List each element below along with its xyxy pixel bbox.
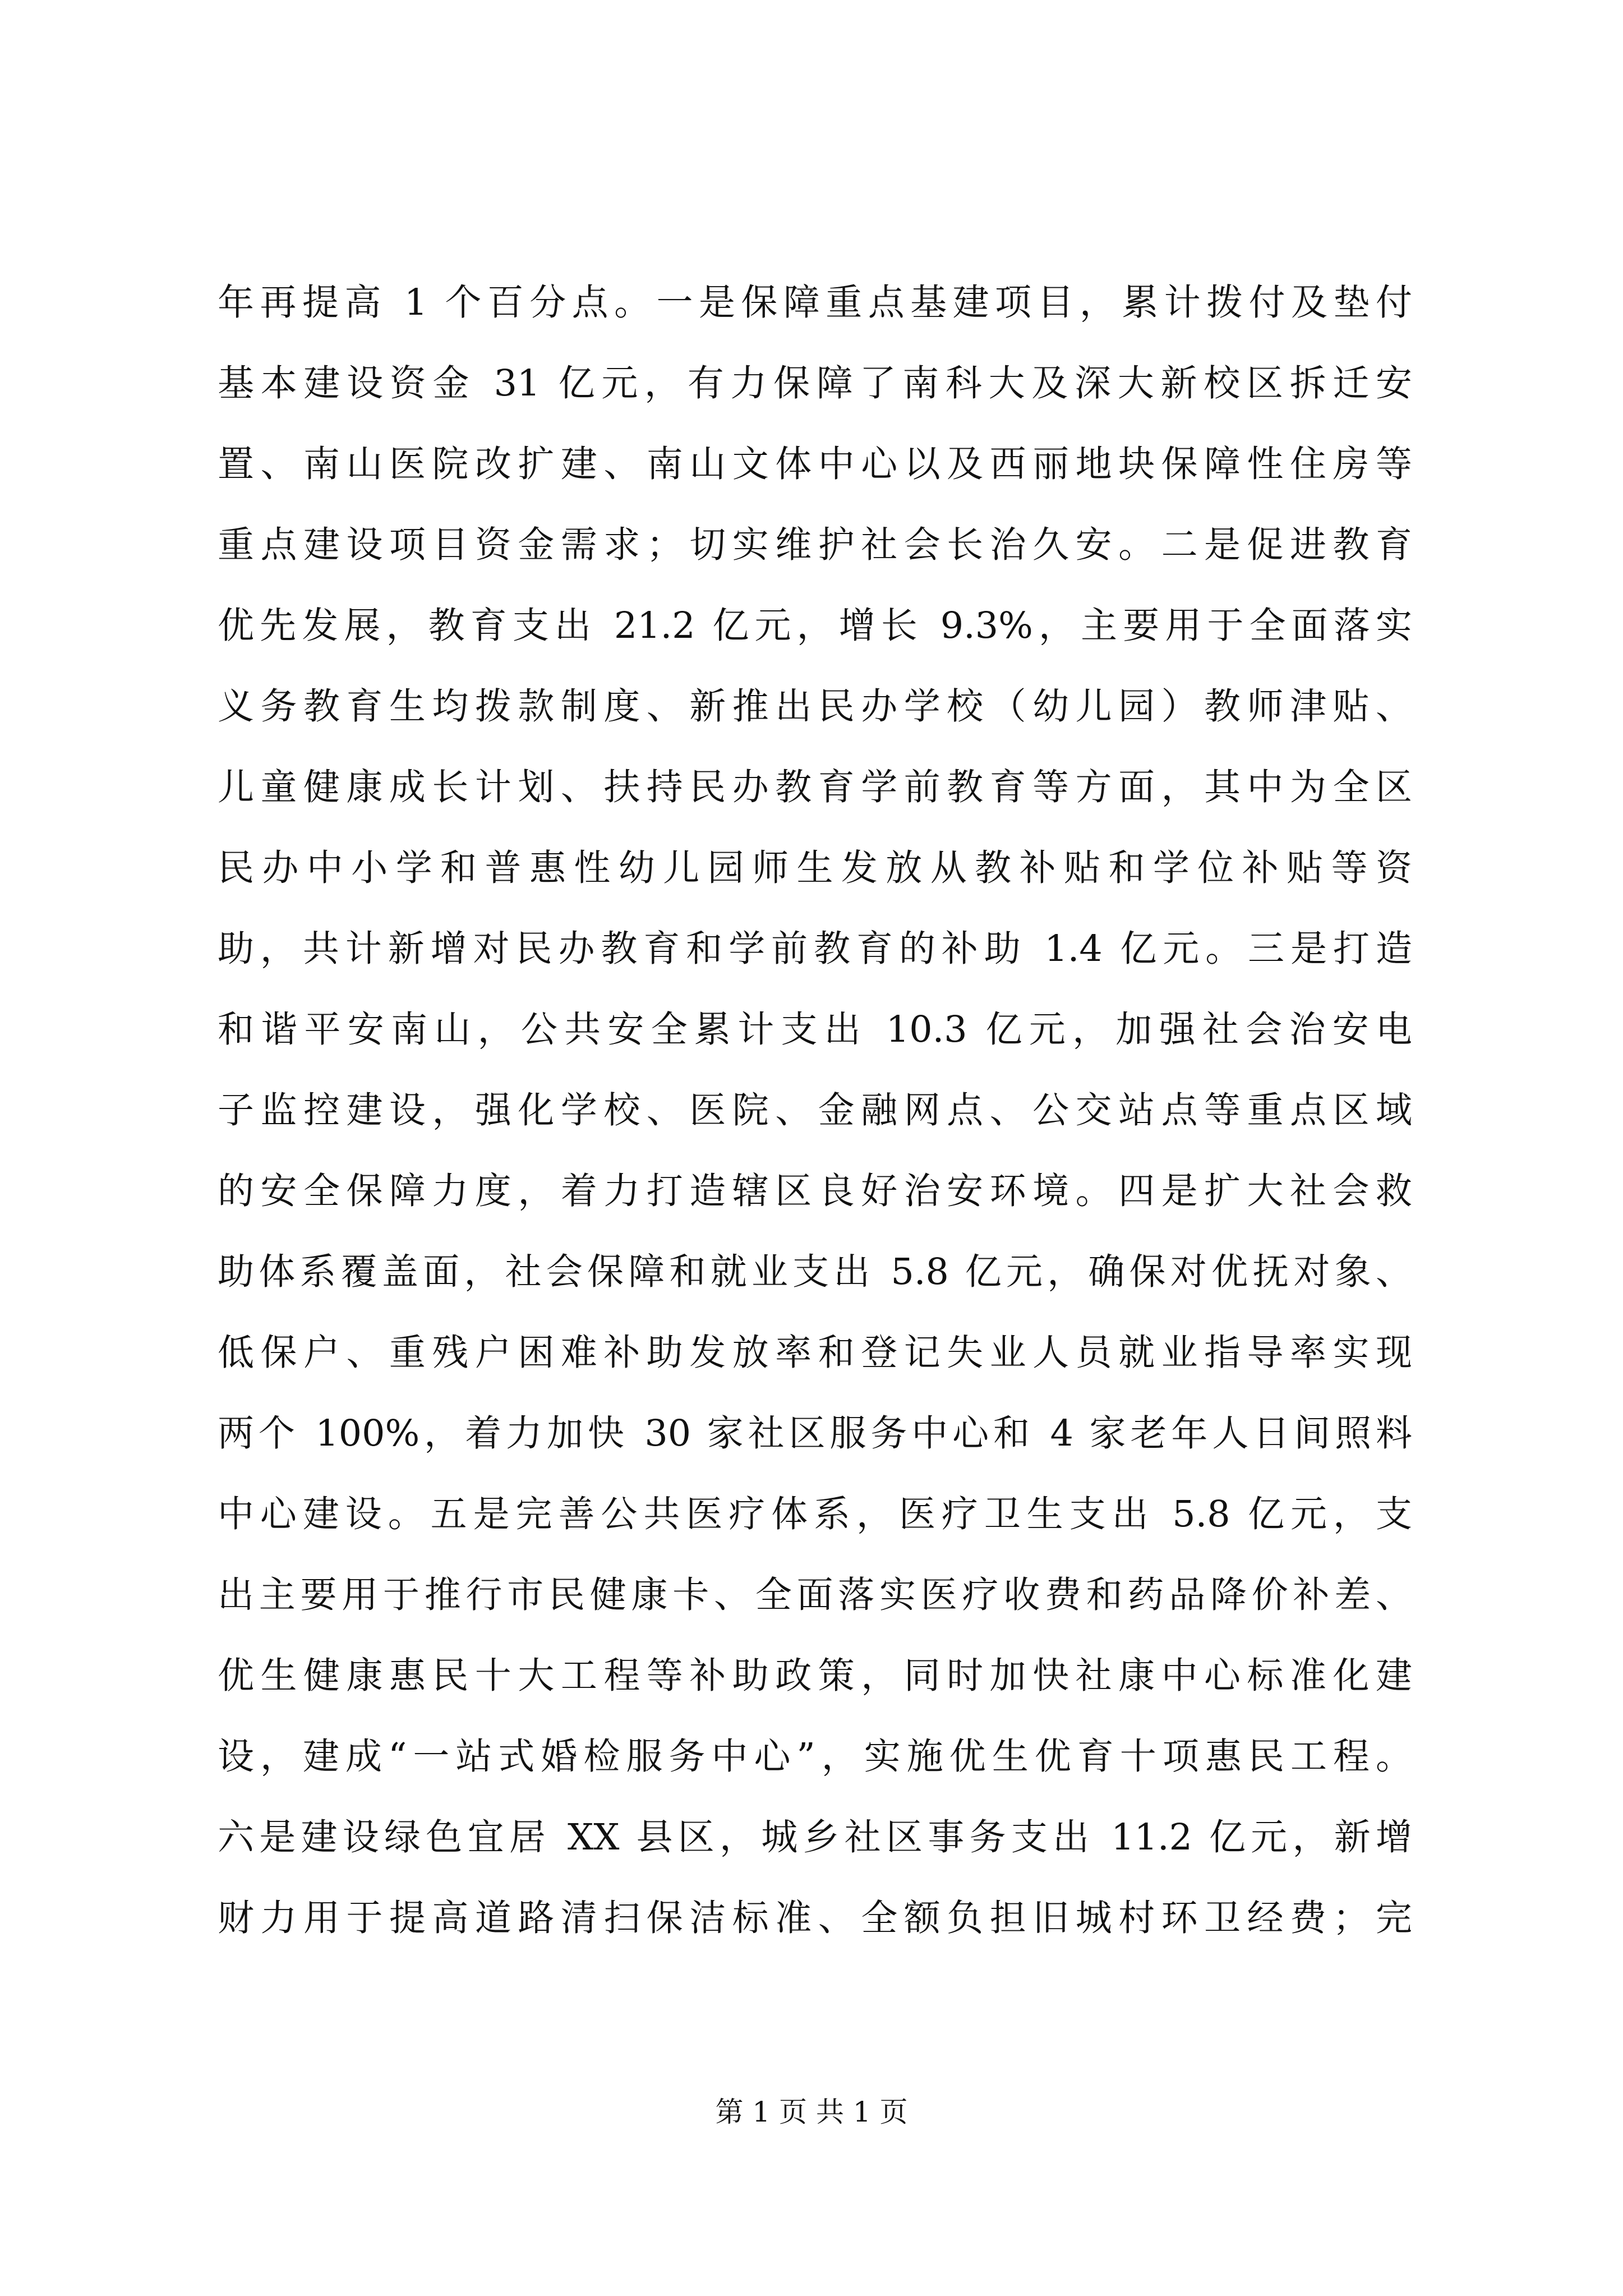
text-line: 子监控建设，强化学校、医院、金融网点、公交站点等重点区域 [218,1089,1412,1131]
text-line: 年再提高 1 个百分点。一是保障重点基建项目，累计拨付及垫付 [218,282,1412,324]
text-line: 优生健康惠民十大工程等补助政策，同时加快社康中心标准化建 [218,1655,1412,1697]
text-line: 设，建成“一站式婚检服务中心”，实施优生优育十项惠民工程。 [218,1736,1412,1778]
text-line: 助体系覆盖面，社会保障和就业支出 5.8 亿元，确保对优抚对象、 [218,1251,1412,1293]
text-line: 优先发展，教育支出 21.2 亿元，增长 9.3%，主要用于全面落实 [218,605,1412,647]
text-line: 和谐平安南山，公共安全累计支出 10.3 亿元，加强社会治安电 [218,1009,1412,1051]
text-line: 财力用于提高道路清扫保洁标准、全额负担旧城村环卫经费；完 [218,1897,1412,1939]
text-line: 置、南山医院改扩建、南山文体中心以及西丽地块保障性住房等 [218,443,1412,485]
text-line: 民办中小学和普惠性幼儿园师生发放从教补贴和学位补贴等资 [218,847,1412,889]
text-line: 两个 100%，着力加快 30 家社区服务中心和 4 家老年人日间照料 [218,1412,1412,1455]
text-line: 六是建设绿色宜居 XX 县区，城乡社区事务支出 11.2 亿元，新增 [218,1816,1412,1858]
text-line: 的安全保障力度，着力打造辖区良好治安环境。四是扩大社会救 [218,1170,1412,1212]
page-footer: 第 1 页 共 1 页 [715,2096,908,2128]
text-line: 低保户、重残户困难补助发放率和登记失业人员就业指导率实现 [218,1332,1412,1374]
text-line: 出主要用于推行市民健康卡、全面落实医疗收费和药品降价补差、 [218,1574,1412,1616]
text-line: 助，共计新增对民办教育和学前教育的补助 1.4 亿元。三是打造 [218,928,1412,970]
body-text [218,263,1412,1959]
text-line: 儿童健康成长计划、扶持民办教育学前教育等方面，其中为全区 [218,766,1412,808]
text-line: 中心建设。五是完善公共医疗体系，医疗卫生支出 5.8 亿元，支 [218,1493,1412,1535]
text-line: 基本建设资金 31 亿元，有力保障了南科大及深大新校区拆迁安 [218,362,1412,404]
text-line: 重点建设项目资金需求；切实维护社会长治久安。二是促进教育 [218,524,1412,566]
text-line: 义务教育生均拨款制度、新推出民办学校（幼儿园）教师津贴、 [218,685,1412,728]
